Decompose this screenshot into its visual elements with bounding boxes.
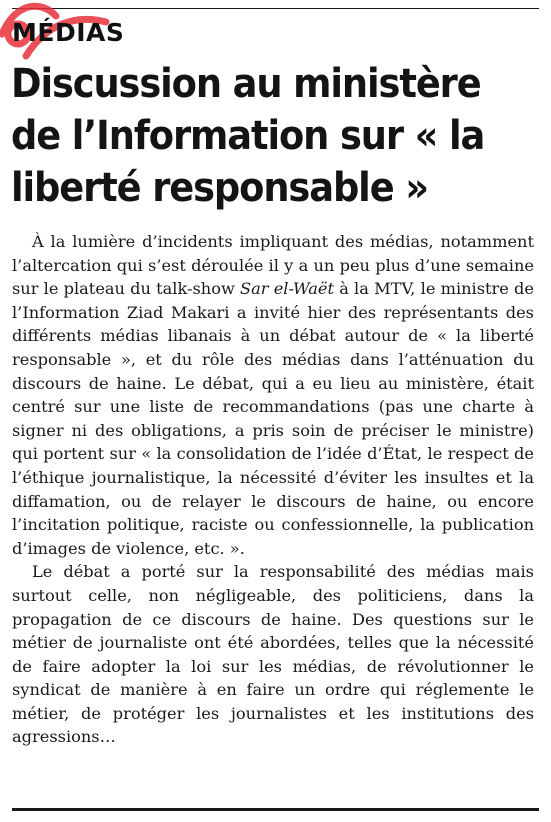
show-title: Sar el-Waët <box>240 279 334 299</box>
paragraph-1-rest: à la MTV, le ministre de l’Information Ziad Makari a invité hier des représentants des différents médias libanais à un débat autour de « la liberté responsable », et du rôle des médias dans l’atténuation du discours de haine. Le débat, qui a eu lieu au ministère, était centré sur une liste de recommandations (pas une charte à signer ni des obligations, a pris soin de préciser le ministre) qui portent sur « la consolidation de l’idée d’État, le respect de l’éthique journalistique, la nécessité d’éviter les insultes et la diffamation, ou de relayer le discours de haine, ou encore l’incitation politique, raciste ou confessionnelle, la publication d’images de violence, etc. ». <box>12 279 534 558</box>
article-headline: Discussion au ministère de l’Information sur « la liberté responsable » <box>11 61 485 211</box>
paragraph-1-intro: À la lumière d’incidents impliquant des médias, notamment l’altercation qui s’est déroulée il y a un peu plus d’une semaine sur le plateau du talk-show <box>12 232 534 299</box>
paragraph-1 <box>12 230 534 560</box>
section-label: MÉDIAS <box>12 18 125 47</box>
paragraph-2: Le débat a porté sur la responsabilité des médias mais surtout celle, non négligeable, des politiciens, dans la propagation de ce discours de haine. Des questions sur le métier de journaliste ont été abordées, telles que la nécessité de faire adopter la loi sur les médias, de révolutionner le syndicat de manière à en faire un ordre qui réglemente le métier, de protéger les journalistes et les institutions des agressions… <box>12 562 534 747</box>
article-body <box>12 230 534 749</box>
bottom-rule <box>12 808 539 811</box>
